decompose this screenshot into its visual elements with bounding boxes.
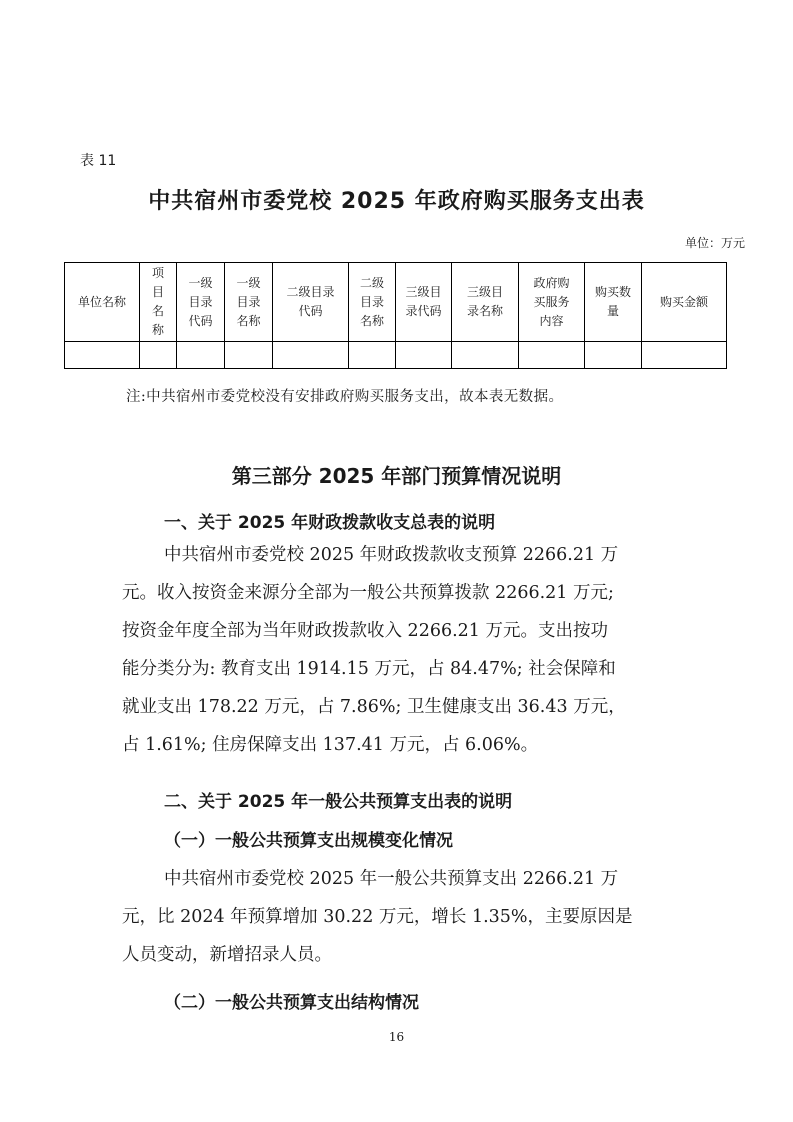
section1-paragraph (122, 536, 708, 764)
table-cell (225, 342, 273, 369)
section1-heading: 一、关于 2025 年财政拨款收支总表的说明 (164, 513, 496, 533)
table-header-row (65, 263, 727, 342)
paragraph-line: 元。收入按资金来源分全部为一般公共预算拨款 2266.21 万元; (122, 583, 614, 603)
column-header-level3-name: 三级目 录名称 (452, 263, 519, 342)
paragraph-line: 中共宿州市委党校 2025 年一般公共预算支出 2266.21 万 (164, 869, 619, 889)
column-header-project-name: 项 目 名 称 (140, 263, 177, 342)
table-cell (519, 342, 585, 369)
column-header-level2-name: 二级 目录 名称 (349, 263, 396, 342)
column-header-level1-code: 一级 目录 代码 (177, 263, 225, 342)
paragraph-line: 元，比 2024 年预算增加 30.22 万元，增长 1.35%，主要原因是 (122, 907, 633, 927)
table-cell (273, 342, 349, 369)
unit-label: 单位：万元 (684, 236, 745, 250)
column-header-quantity: 购买数 量 (585, 263, 642, 342)
column-header-level3-code: 三级目 录代码 (396, 263, 452, 342)
table-cell (177, 342, 225, 369)
table-cell (396, 342, 452, 369)
table-cell (65, 342, 140, 369)
section2-heading: 二、关于 2025 年一般公共预算支出表的说明 (164, 792, 513, 812)
part-title: 第三部分 2025 年部门预算情况说明 (231, 464, 562, 488)
column-header-service-content: 政府购 买服务 内容 (519, 263, 585, 342)
subsection1-heading: （一）一般公共预算支出规模变化情况 (164, 831, 453, 851)
subsection2-heading: （二）一般公共预算支出结构情况 (164, 993, 419, 1013)
purchase-service-table (64, 262, 727, 369)
table-number-label: 表 11 (80, 153, 117, 169)
paragraph-line: 中共宿州市委党校 2025 年财政拨款收支预算 2266.21 万 (164, 545, 619, 565)
table-cell (585, 342, 642, 369)
column-header-amount: 购买金额 (642, 263, 727, 342)
page-number: 16 (388, 1030, 405, 1044)
paragraph-line: 人员变动，新增招录人员。 (122, 945, 332, 965)
table-cell (140, 342, 177, 369)
column-header-level2-code: 二级目录 代码 (273, 263, 349, 342)
paragraph-line: 就业支出 178.22 万元，占 7.86%; 卫生健康支出 36.43 万元， (122, 697, 626, 717)
paragraph-line: 占 1.61%; 住房保障支出 137.41 万元，占 6.06%。 (122, 735, 539, 755)
table-note: 注:中共宿州市委党校没有安排政府购买服务支出，故本表无数据。 (126, 389, 564, 405)
paragraph-line: 按资金年度全部为当年财政拨款收入 2266.21 万元。支出按功 (122, 621, 608, 641)
document-title: 中共宿州市委党校 2025 年政府购买服务支出表 (148, 189, 645, 214)
column-header-level1-name: 一级 目录 名称 (225, 263, 273, 342)
table-cell (642, 342, 727, 369)
subsection1-paragraph (122, 860, 708, 974)
table-cell (452, 342, 519, 369)
table-cell (349, 342, 396, 369)
column-header-unit-name: 单位名称 (65, 263, 140, 342)
table-row (65, 342, 727, 369)
paragraph-line: 能分类分为: 教育支出 1914.15 万元，占 84.47%; 社会保障和 (122, 659, 616, 679)
